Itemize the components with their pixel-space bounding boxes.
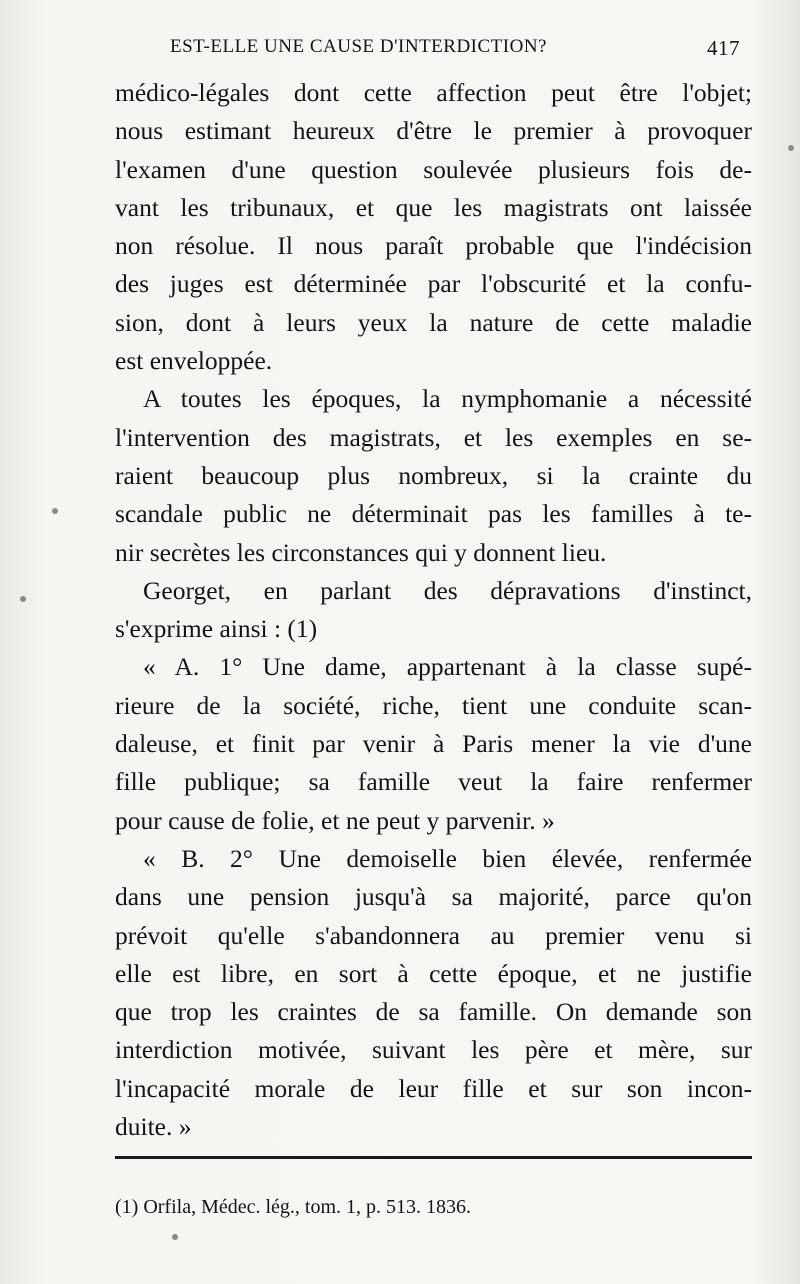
text-line: nous estimant heureux d'être le premier à provoquer xyxy=(115,116,752,146)
text-line: daleuse, et finit par venir à Paris mener la vie d'une xyxy=(115,729,752,759)
text-line: sion, dont à leurs yeux la nature de cette maladie xyxy=(115,307,752,337)
text-line: Georget, en parlant des dépravations d'instinct, xyxy=(143,575,752,605)
text-line: fille publique; sa famille veut la faire renfermer xyxy=(115,767,752,797)
text-line: dans une pension jusqu'à sa majorité, parce qu'on xyxy=(115,882,752,912)
text-line: scandale public ne déterminait pas les familles à te- xyxy=(115,499,752,529)
text-line: rieure de la société, riche, tient une conduite scan- xyxy=(115,690,752,720)
text-line: que trop les craintes de sa famille. On demande son xyxy=(115,997,752,1027)
running-title: EST-ELLE UNE CAUSE D'INTERDICTION? xyxy=(170,36,547,57)
text-line: vant les tribunaux, et que les magistrats ont laissée xyxy=(115,192,752,222)
text-line: A toutes les époques, la nymphomanie a nécessité xyxy=(143,384,752,414)
text-line: prévoit qu'elle s'abandonnera au premier venu si xyxy=(115,920,752,950)
text-line: non résolue. Il nous paraît probable que l'indécision xyxy=(115,231,752,261)
margin-speck xyxy=(172,1234,178,1240)
text-line: pour cause de folie, et ne peut y parvenir. » xyxy=(115,805,555,835)
text-line: s'exprime ainsi : (1) xyxy=(115,614,318,644)
text-line: l'intervention des magistrats, et les exemples en se- xyxy=(115,422,752,452)
text-line: nir secrètes les circonstances qui y donnent lieu. xyxy=(115,537,607,567)
margin-speck xyxy=(52,508,58,514)
text-line: interdiction motivée, suivant les père et mère, sur xyxy=(115,1035,752,1065)
running-head xyxy=(170,36,740,64)
footnote: (1) Orfila, Médec. lég., tom. 1, p. 513. 1836. xyxy=(115,1196,472,1218)
margin-speck xyxy=(788,145,794,151)
text-line: elle est libre, en sort à cette époque, et ne justifie xyxy=(115,958,752,988)
text-line: « A. 1° Une dame, appartenant à la classe supé- xyxy=(143,652,752,682)
text-line: duite. » xyxy=(115,1112,192,1142)
text-line: médico-légales dont cette affection peut être l'objet; xyxy=(115,78,752,107)
text-line: raient beaucoup plus nombreux, si la crainte du xyxy=(115,460,752,490)
text-line: est enveloppée. xyxy=(115,346,273,376)
text-line: des juges est déterminée par l'obscurité et la confu- xyxy=(115,269,752,299)
text-line: « B. 2° Une demoiselle bien élevée, renfermée xyxy=(143,843,752,873)
text-line: l'incapacité morale de leur fille et sur son incon- xyxy=(115,1073,752,1103)
text-line: l'examen d'une question soulevée plusieurs fois de- xyxy=(115,154,752,184)
body-text xyxy=(115,74,752,1146)
margin-speck xyxy=(20,596,26,602)
footnote-divider xyxy=(115,1156,752,1159)
page-number: 417 xyxy=(707,36,740,60)
